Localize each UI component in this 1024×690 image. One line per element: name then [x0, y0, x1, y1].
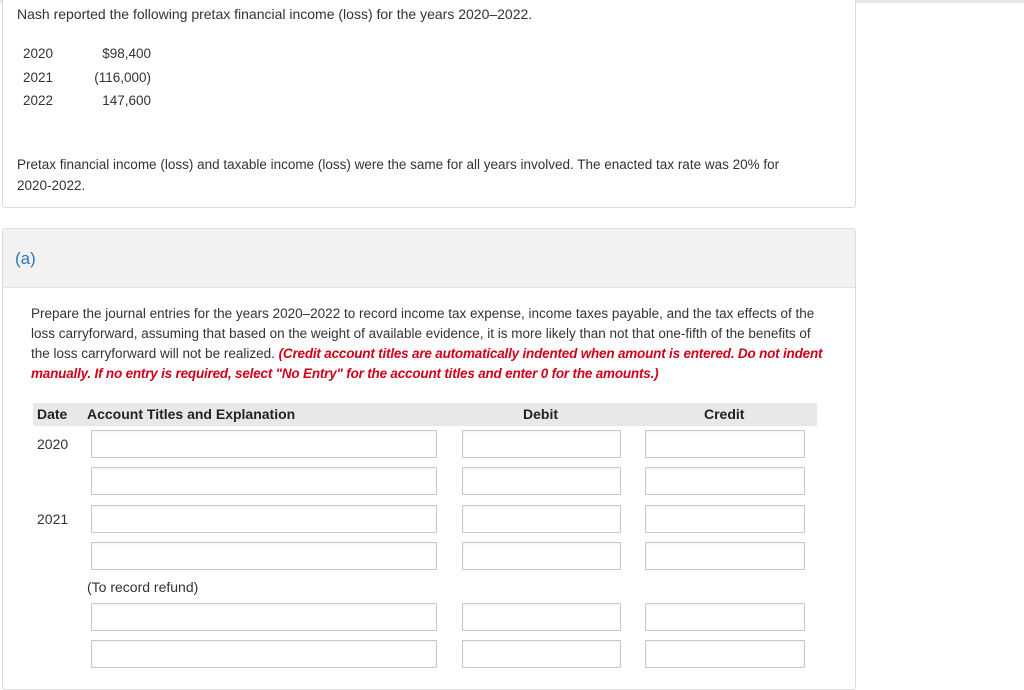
debit-input[interactable]	[462, 542, 621, 570]
income-amount: (116,000)	[94, 69, 151, 85]
header-debit: Debit	[523, 406, 558, 422]
instruction-red-note: (Credit account titles are automatically indented when amount is entered. Do not indent manually. If no entry is required, select "No Entry" for the account titles and enter 0 for the amounts.)	[31, 346, 823, 381]
account-title-input[interactable]	[91, 603, 437, 631]
part-a-instructions	[31, 304, 831, 384]
header-account: Account Titles and Explanation	[87, 406, 296, 422]
income-year: 2022	[23, 93, 54, 108]
credit-input[interactable]	[645, 640, 805, 668]
credit-input[interactable]	[645, 542, 805, 570]
problem-card	[2, 0, 856, 208]
part-a-card	[2, 228, 856, 690]
journal-table-header	[33, 403, 817, 426]
entry-date: 2021	[37, 511, 69, 527]
debit-input[interactable]	[462, 430, 621, 458]
account-title-input[interactable]	[91, 505, 437, 533]
credit-input[interactable]	[645, 603, 805, 631]
problem-intro: Nash reported the following pretax financial income (loss) for the years 2020–2022.	[17, 6, 533, 22]
debit-input[interactable]	[462, 505, 621, 533]
income-year: 2020	[23, 46, 54, 61]
header-date: Date	[37, 406, 68, 422]
part-label: (a)	[15, 249, 36, 268]
account-title-input[interactable]	[91, 467, 437, 495]
credit-input[interactable]	[645, 505, 805, 533]
instruction-text: Prepare the journal entries for the years 2020–2022 to record income tax expense, income taxes payable, and the tax effects of the loss carryforward, assuming that based on the weight of available evidence, it is more likely than not that one-fifth of the benefits of the loss carryforward will not be realized.	[31, 306, 815, 361]
account-title-input[interactable]	[91, 430, 437, 458]
problem-paragraph: Pretax financial income (loss) and taxable income (loss) were the same for all years involved. The enacted tax rate was 20% for 2020-2022.	[17, 157, 780, 193]
entry-date: 2020	[37, 436, 69, 452]
account-title-input[interactable]	[91, 640, 437, 668]
debit-input[interactable]	[462, 640, 621, 668]
income-amount: $98,400	[102, 46, 151, 61]
income-year: 2021	[23, 69, 54, 85]
debit-input[interactable]	[462, 467, 621, 495]
header-credit: Credit	[704, 406, 745, 422]
credit-input[interactable]	[645, 467, 805, 495]
refund-note: (To record refund)	[87, 579, 199, 595]
account-title-input[interactable]	[91, 542, 437, 570]
credit-input[interactable]	[645, 430, 805, 458]
part-a-header	[3, 229, 855, 288]
debit-input[interactable]	[462, 603, 621, 631]
income-amount: 147,600	[102, 93, 151, 108]
